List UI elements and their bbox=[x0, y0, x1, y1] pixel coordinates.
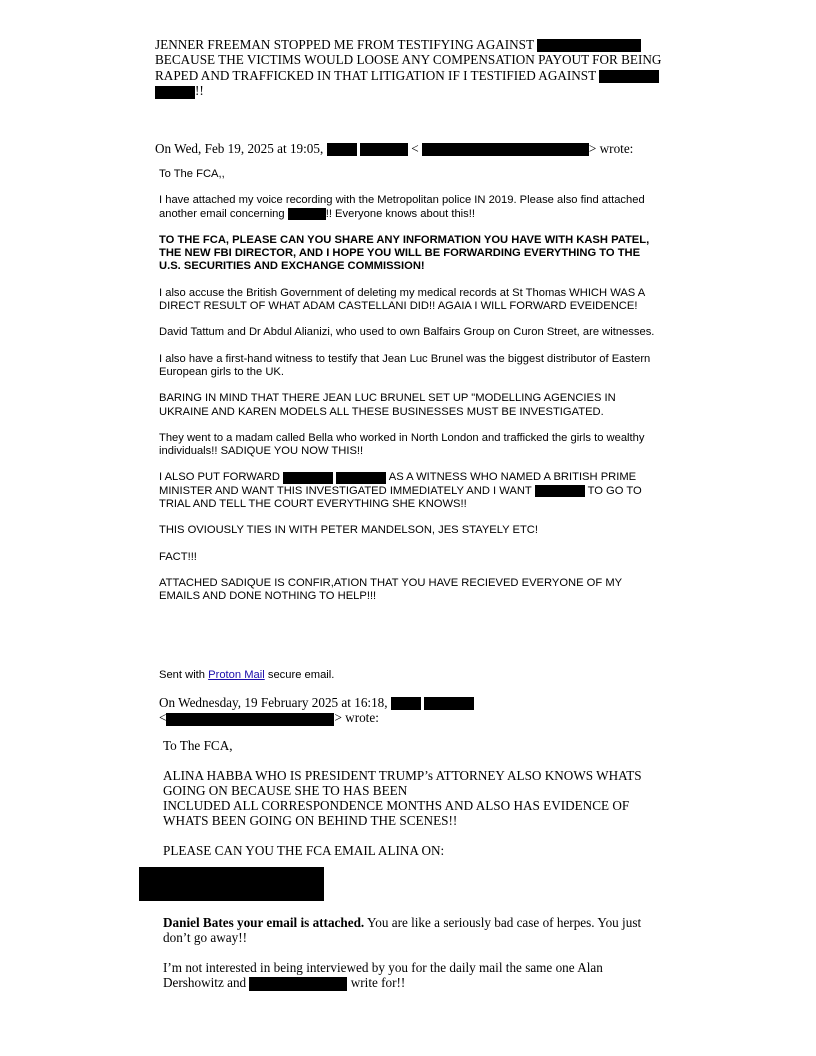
email-body-2-continued bbox=[163, 915, 653, 991]
signature-line bbox=[159, 669, 334, 682]
paragraph: ALINA HABBA WHO IS PRESIDENT TRUMP’s ATTORNEY ALSO KNOWS WHATS GOING ON BECAUSE SHE TO HAS BEEN bbox=[163, 768, 642, 798]
paragraph-bold: TO THE FCA, PLEASE CAN YOU SHARE ANY INFORMATION YOU HAVE WITH KASH PATEL, THE NEW FBI DIRECTOR, AND I HOPE YOU WILL BE FORWARDING EVERYTHING TO THE U.S. SECURITIES AND EXCHANGE COMMISSION! bbox=[159, 233, 650, 273]
redaction-box bbox=[288, 208, 326, 220]
paragraph: INCLUDED ALL CORRESPONDENCE MONTHS AND ALSO HAS EVIDENCE OF WHATS BEEN GOING ON BEHIND THE SCENES!! bbox=[163, 798, 630, 828]
redaction-box bbox=[422, 143, 589, 156]
paragraph-text: I ALSO PUT FORWARD bbox=[159, 471, 281, 484]
redaction-box bbox=[336, 472, 386, 484]
paragraph-text: AS A WITNESS WHO NAMED A BRITISH PRIME MINISTER AND WANT THIS INVESTIGATED IMMEDIATELY AND I WANT bbox=[159, 471, 637, 497]
quote-header-1 bbox=[155, 141, 715, 156]
signature-prefix: Sent with bbox=[159, 669, 206, 681]
paragraph: FACT!!! bbox=[159, 550, 197, 563]
redaction-box bbox=[391, 697, 421, 710]
proton-mail-link[interactable]: Proton Mail bbox=[208, 669, 265, 681]
redaction-box bbox=[155, 86, 195, 99]
paragraph-text: I’m not interested in being interviewed by you for the daily mail the same one Alan Dershowitz and bbox=[163, 960, 603, 990]
paragraph bbox=[159, 471, 661, 511]
quote-header-2 bbox=[159, 695, 499, 726]
paragraph: ATTACHED SADIQUE IS CONFIR,ATION THAT YOU HAVE RECIEVED EVERYONE OF MY EMAILS AND DONE NOTHING TO HELP!!! bbox=[159, 576, 622, 603]
paragraph: BARING IN MIND THAT THERE JEAN LUC BRUNEL SET UP "MODELLING AGENCIES IN UKRAINE AND KAREN MODELS ALL THESE BUSINESSES MUST BE INVESTIGATED. bbox=[159, 392, 616, 418]
paragraph-bold-text: Daniel Bates your email is attached. bbox=[163, 915, 365, 930]
greeting: To The FCA,, bbox=[159, 168, 225, 180]
paragraph bbox=[163, 915, 653, 945]
paragraph-text: !! Everyone knows about this!! bbox=[325, 207, 475, 220]
paragraph-text: I have attached my voice recording with the Metropolitan police IN 2019. Please also find attached another email concerning bbox=[159, 194, 645, 220]
redaction-box bbox=[166, 713, 334, 726]
paragraph bbox=[163, 960, 653, 991]
header-paragraph bbox=[155, 37, 665, 99]
redaction-box-large bbox=[139, 867, 324, 901]
paragraph: They went to a madam called Bella who worked in North London and trafficked the girls to wealthy individuals!! SADIQUE YOU NOW THIS!! bbox=[159, 431, 645, 458]
redaction-box bbox=[599, 70, 659, 83]
redaction-box bbox=[360, 143, 408, 156]
paragraph-text: write for!! bbox=[347, 975, 406, 990]
paragraph-text: You are like a seriously bad case of herpes. You just don’t go away!! bbox=[163, 915, 642, 945]
quote-intro: On Wed, Feb 19, 2025 at 19:05, bbox=[155, 141, 324, 156]
email-body-1 bbox=[159, 168, 661, 617]
redaction-box bbox=[535, 485, 585, 497]
paragraph: PLEASE CAN YOU THE FCA EMAIL ALINA ON: bbox=[163, 843, 445, 858]
email-body-2 bbox=[163, 738, 653, 858]
redaction-box bbox=[537, 39, 641, 52]
paragraph-text: TO GO TO TRIAL AND TELL THE COURT EVERYTHING SHE KNOWS!! bbox=[159, 484, 642, 511]
greeting: To The FCA, bbox=[163, 738, 233, 753]
redaction-box bbox=[249, 977, 347, 991]
paragraph bbox=[159, 194, 661, 221]
quote-intro: On Wednesday, 19 February 2025 at 16:18, bbox=[159, 695, 388, 710]
paragraph: I also accuse the British Government of deleting my medical records at St Thomas WHICH WAS A DIRECT RESULT OF WHAT ADAM CASTELLANI DID!! AGAIA I WILL FORWARD EVEIDENCE! bbox=[159, 286, 645, 313]
header-text-1: JENNER FREEMAN STOPPED ME FROM TESTIFYING AGAINST bbox=[155, 37, 534, 52]
redaction-box bbox=[424, 697, 474, 710]
quote-outro: > wrote: bbox=[588, 141, 634, 156]
paragraph: David Tattum and Dr Abdul Alianizi, who used to own Balfairs Group on Curon Street, are witnesses. bbox=[159, 326, 655, 339]
redaction-box bbox=[283, 472, 333, 484]
signature-suffix: secure email. bbox=[267, 669, 335, 681]
quote-outro: > wrote: bbox=[334, 710, 379, 726]
header-text-2: BECAUSE THE VICTIMS WOULD LOOSE ANY COMPENSATION PAYOUT FOR BEING RAPED AND TRAFFICKED IN THAT LITIGATION IF I TESTIFIED AGAINST bbox=[155, 52, 662, 83]
header-text-3: !! bbox=[195, 83, 204, 99]
quote-lt: < bbox=[411, 141, 419, 156]
redaction-box bbox=[327, 143, 357, 156]
quote-lt: < bbox=[159, 710, 167, 726]
paragraph: I also have a first-hand witness to testify that Jean Luc Brunel was the biggest distributor of Eastern European girls to the UK. bbox=[159, 352, 651, 378]
paragraph: THIS OVIOUSLY TIES IN WITH PETER MANDELSON, JES STAYELY ETC! bbox=[159, 524, 538, 537]
